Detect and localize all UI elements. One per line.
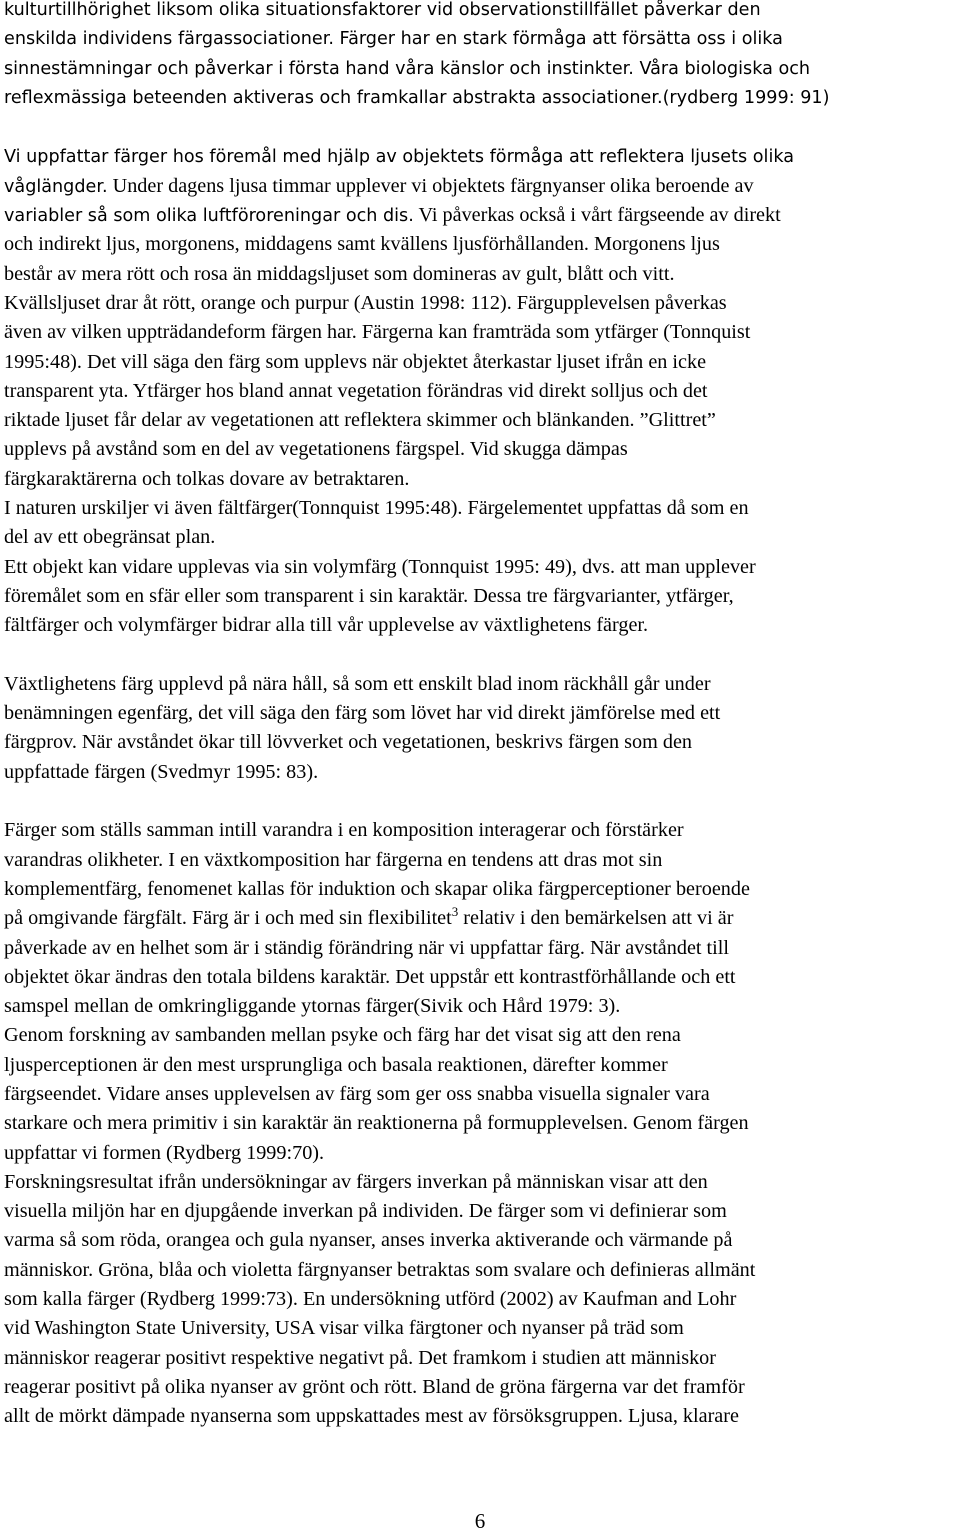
paragraph-color-associations (4, 0, 954, 113)
text-line: transparent yta. Ytfärger hos bland annat vegetation förändras vid direkt solljus och det (4, 379, 708, 402)
text-line: varandras olikheter. I en växtkomposition har färgerna en tendens att dras mot sin (4, 848, 663, 871)
text-line: samspel mellan de omkringliggande ytornas färger(Sivik och Hård 1979: 3). (4, 995, 621, 1018)
text-span: variabler så som olika luftföroreningar och dis. (4, 206, 414, 227)
text-line: varma så som röda, orangea och gula nyanser, anses inverka aktiverande och värmande på (4, 1229, 733, 1252)
text-line: färgkaraktärerna och tolkas dovare av betraktaren. (4, 467, 410, 490)
text-line: enskilda individens färgassociationer. Färger har en stark förmåga att försätta oss i olika (4, 29, 783, 50)
text-line: komplementfärg, fenomenet kallas för induktion och skapar olika färgperceptioner beroende (4, 877, 750, 900)
text-line: Kvällsljuset drar åt rött, orange och purpur (Austin 1998: 112). Färgupplevelsen påverkas (4, 291, 727, 314)
text-line: I naturen urskiljer vi även fältfärger(Tonnquist 1995:48). Färgelementet uppfattas då som en (4, 497, 749, 520)
text-line: även av vilken uppträdandeform färgen har. Färgerna kan framträda som ytfärger (Tonnquist (4, 321, 751, 344)
text-line: kulturtillhörighet liksom olika situationsfaktorer vid observationstillfället påverkar den (4, 0, 761, 20)
footnote-reference: 3 (451, 904, 459, 920)
paragraph-gap (4, 113, 954, 142)
text-line: objektet ökar ändras den totala bildens karaktär. Det uppstår ett kontrastförhållande och ett (4, 965, 736, 988)
text-line: sinnestämningar och påverkar i första hand våra känslor och instinkter. Våra biologiska och (4, 58, 811, 79)
text-line: visuella miljön har en djupgående inverkan på individen. De färger som vi definierar som (4, 1200, 727, 1223)
text-line (4, 904, 954, 933)
paragraph-vegetation-color (4, 670, 954, 787)
page-number: 6 (474, 1509, 486, 1533)
text-line: Färger som ställs samman intill varandra i en komposition interagerar och förstärker (4, 819, 684, 842)
text-span: relativ i den bemärkelsen att vi är (458, 907, 734, 930)
text-line: riktade ljuset får delar av vegetationen att reflektera skimmer och blänkanden. ”Glittret” (4, 409, 716, 432)
text-line: uppfattade färgen (Svedmyr 1995: 83). (4, 760, 319, 783)
text-line: och indirekt ljus, morgonens, middagens samt kvällens ljusförhållanden. Morgonens ljus (4, 233, 720, 256)
paragraph-gap (4, 787, 954, 816)
text-line: färgprov. När avståndet ökar till lövverket och vegetationen, beskrivs färgen som den (4, 731, 693, 754)
text-line: reflexmässiga beteenden aktiveras och framkallar abstrakta associationer.(rydberg 1999: 91) (4, 87, 830, 108)
text-line: Växtlighetens färg upplevd på nära håll, så som ett enskilt blad inom räckhåll går under (4, 672, 711, 695)
text-line (4, 172, 954, 201)
text-line: starkare och mera primitiv i sin karaktär än reaktionerna på formupplevelsen. Genom färgen (4, 1112, 749, 1135)
text-line: del av ett obegränsat plan. (4, 526, 216, 549)
text-line: människor reagerar positivt respektive negativt på. Det framkom i studien att människor (4, 1346, 716, 1369)
text-line: påverkade av en helhet som är i ständig förändring när vi uppfattar färg. När avståndet till (4, 936, 729, 959)
paragraph-color-interaction (4, 816, 954, 1431)
text-line: Forskningsresultat ifrån undersökningar av färgers inverkan på människan visar att den (4, 1170, 708, 1193)
text-line: reagerar positivt på olika nyanser av grönt och rött. Bland de gröna färgerna var det framför (4, 1375, 745, 1398)
text-span: Vi påverkas också i vårt färgseende av direkt (413, 204, 781, 227)
text-line: består av mera rött och rosa än middagsljuset som domineras av gult, blått och vitt. (4, 262, 675, 285)
text-line: benämningen egenfärg, det vill säga den färg som lövet har vid direkt jämförelse med ett (4, 702, 721, 725)
text-line: ljusperceptionen är den mest ursprungliga och basala reaktionen, därefter kommer (4, 1053, 668, 1076)
text-line: uppfattar vi formen (Rydberg 1999:70). (4, 1141, 325, 1164)
text-span: på omgivande färgfält. Färg är i och med sin flexibilitet (4, 907, 452, 930)
paragraph-gap (4, 641, 954, 670)
text-line: Ett objekt kan vidare upplevas via sin volymfärg (Tonnquist 1995: 49), dvs. att man upplever (4, 555, 756, 578)
text-line (4, 201, 954, 230)
text-span: våglängder. (4, 176, 108, 197)
text-line: vid Washington State University, USA visar vilka färgtoner och nyanser på träd som (4, 1317, 684, 1340)
text-span: Under dagens ljusa timmar upplever vi objektets färgnyanser olika beroende av (107, 174, 754, 197)
text-line: allt de mörkt dämpade nyanserna som uppskattades mest av försöksgruppen. Ljusa, klarare (4, 1405, 739, 1428)
text-line: fältfärger och volymfärger bidrar alla till vår upplevelse av växtlighetens färger. (4, 614, 649, 637)
document-page (4, 0, 954, 1432)
text-line: föremålet som en sfär eller som transparent i sin karaktär. Dessa tre färgvarianter, ytfärger, (4, 584, 734, 607)
text-line (4, 142, 954, 171)
text-line: som kalla färger (Rydberg 1999:73). En undersökning utförd (2002) av Kaufman and Lohr (4, 1288, 737, 1311)
text-line: 1995:48). Det vill säga den färg som upplevs när objektet återkastar ljuset ifrån en icke (4, 350, 707, 373)
text-span: Vi uppfattar färger hos föremål med hjälp av objektets förmåga att reflektera ljusets olika (4, 147, 794, 168)
text-line: färgseendet. Vidare anses upplevelsen av färg som ger oss snabba visuella signaler vara (4, 1082, 710, 1105)
text-line: upplevs på avstånd som en del av vegetationens färgspel. Vid skugga dämpas (4, 438, 628, 461)
text-line: Genom forskning av sambanden mellan psyke och färg har det visat sig att den rena (4, 1024, 681, 1047)
paragraph-surface-colors (4, 142, 954, 640)
text-line: människor. Gröna, blåa och violetta färgnyanser betraktas som svalare och definieras allmänt (4, 1258, 756, 1281)
